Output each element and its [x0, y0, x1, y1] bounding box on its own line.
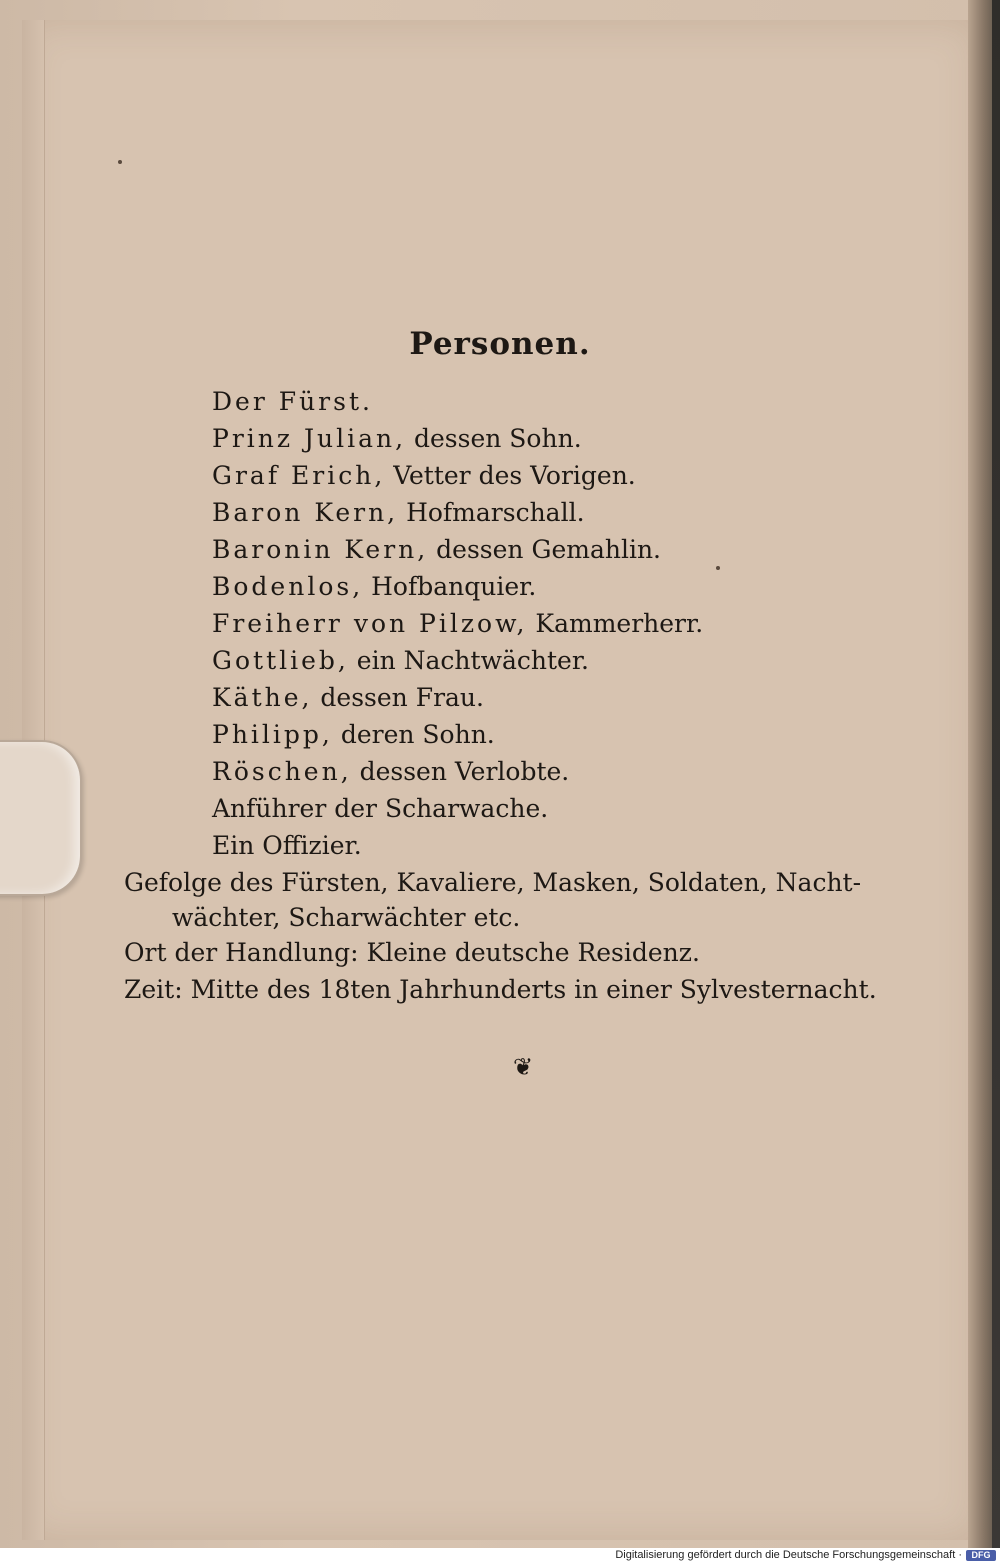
cast-description: Hofbanquier.: [363, 572, 537, 601]
book-spine: [968, 0, 992, 1548]
cast-name: Baronin Kern,: [212, 535, 429, 564]
retinue-note: Gefolge des Fürsten, Kavaliere, Masken, Soldaten, Nacht-: [124, 868, 862, 897]
cast-name: Philipp,: [212, 720, 333, 749]
scan-side-strip: [992, 0, 1000, 1548]
cast-description: deren Sohn.: [332, 720, 495, 749]
cast-entry: [212, 461, 636, 491]
cast-description: Hofmarschall.: [398, 498, 585, 527]
setting-time: Zeit: Mitte des 18ten Jahrhunderts in einer Sylvesternacht.: [124, 975, 877, 1004]
cast-entry: [212, 609, 703, 639]
dfg-logo-icon: DFG: [966, 1550, 996, 1561]
retinue-note-continuation: wächter, Scharwächter etc.: [172, 903, 521, 932]
cast-entry: [212, 794, 548, 824]
cast-description: Kammerherr.: [527, 609, 704, 638]
cast-entry: [212, 387, 373, 417]
cast-description: dessen Sohn.: [406, 424, 582, 453]
paper-speck: [118, 160, 122, 164]
cast-description: Ein Offizier.: [212, 831, 362, 860]
funding-credit: Digitalisierung gefördert durch die Deutsche Forschungsgemeinschaft ·: [615, 1549, 962, 1561]
cast-description: dessen Gemahlin.: [428, 535, 661, 564]
cast-entry: [212, 683, 484, 713]
cast-name: Röschen,: [212, 757, 352, 786]
cast-entry: [212, 646, 589, 676]
fleuron-ornament-icon: ❦: [512, 1053, 534, 1081]
cast-description: dessen Frau.: [312, 683, 484, 712]
cast-name: Graf Erich,: [212, 461, 386, 490]
cast-entry: [212, 572, 536, 602]
cast-entry: [212, 498, 585, 528]
cast-name: Prinz Julian,: [212, 424, 407, 453]
cast-name: Gottlieb,: [212, 646, 349, 675]
page-title: Personen.: [409, 326, 591, 362]
digitization-footer: [0, 1548, 1000, 1563]
cast-name: Baron Kern,: [212, 498, 399, 527]
setting-place: Ort der Handlung: Kleine deutsche Residenz.: [124, 938, 700, 967]
cast-entry: [212, 535, 661, 565]
cast-entry: [212, 424, 582, 454]
paper-speck: [716, 566, 720, 570]
cast-name: Bodenlos,: [212, 572, 364, 601]
cast-description: dessen Verlobte.: [351, 757, 570, 786]
cast-description: ein Nachtwächter.: [348, 646, 589, 675]
cast-name: Freiherr von Pilzow,: [212, 609, 528, 638]
cast-entry: [212, 757, 569, 787]
cast-description: Vetter des Vorigen.: [385, 461, 636, 490]
cast-name: Käthe,: [212, 683, 313, 712]
cast-name: Der Fürst.: [212, 387, 373, 416]
cast-entry: [212, 831, 362, 861]
page-tab-clip: [0, 740, 82, 896]
cast-description: Anführer der Scharwache.: [212, 794, 549, 823]
cast-entry: [212, 720, 495, 750]
